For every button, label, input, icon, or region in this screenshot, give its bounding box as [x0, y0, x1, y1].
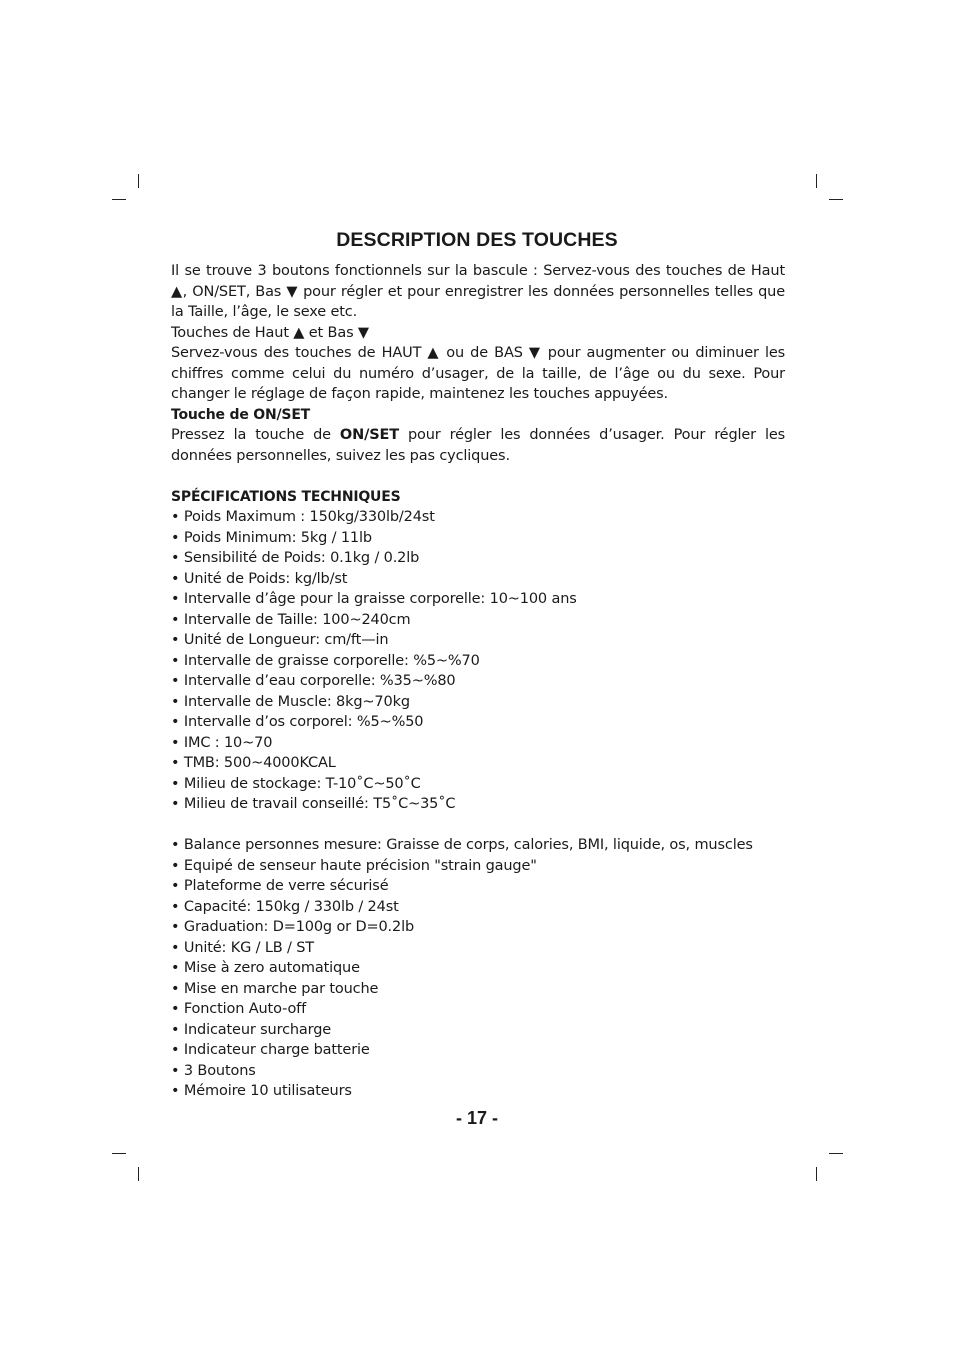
onset-paragraph — [171, 425, 785, 466]
updown-paragraph: Servez-vous des touches de HAUT ▲ ou de BAS ▼ pour augmenter ou diminuer les chiffres comme celui du numéro d’usager, de la taille, de l’âge ou du sexe. Pour changer le réglage de façon rapide, maintenez les touches appuyées. — [171, 345, 785, 402]
list-item: • Poids Minimum: 5kg / 11lb — [171, 529, 372, 546]
list-item: • Equipé de senseur haute précision "strain gauge" — [171, 857, 537, 874]
list-item: • Milieu de stockage: T-10˚C~50˚C — [171, 775, 421, 792]
list-item: • Unité: KG / LB / ST — [171, 939, 314, 956]
list-item: • Intervalle d’âge pour la graisse corporelle: 10~100 ans — [171, 591, 577, 607]
crop-mark-top-left-horizontal — [112, 199, 126, 200]
spacer — [171, 815, 785, 836]
list-item: • Mise en marche par touche — [171, 980, 379, 997]
list-item: • Plateforme de verre sécurisé — [171, 878, 389, 894]
page-title: DESCRIPTION DES TOUCHES — [336, 229, 618, 251]
list-item: • Intervalle de Taille: 100~240cm — [171, 611, 411, 628]
onset-text-after: pour régler les données d’usager. Pour régler les données personnelles, suivez les pas cycliques. — [171, 427, 785, 464]
list-item: • Fonction Auto-off — [171, 1001, 307, 1017]
crop-mark-bottom-right-vertical — [816, 1167, 817, 1181]
list-item: • Indicateur charge batterie — [171, 1042, 370, 1058]
list-item: • Mise à zero automatique — [171, 960, 360, 976]
crop-mark-top-right-vertical — [816, 174, 817, 188]
onset-text-bold: ON/SET — [339, 427, 400, 443]
list-item: • Capacité: 150kg / 330lb / 24st — [171, 898, 399, 915]
onset-heading: Touche de ON/SET — [171, 406, 311, 423]
updown-heading: Touches de Haut ▲ et Bas ▼ — [171, 324, 369, 341]
specs-list — [171, 507, 785, 815]
page-content — [171, 261, 785, 1102]
list-item: • Milieu de travail conseillé: T5˚C~35˚C — [171, 796, 456, 812]
list-item: • Intervalle de graisse corporelle: %5~%70 — [171, 652, 480, 669]
crop-mark-bottom-left-vertical — [138, 1167, 139, 1181]
list-item: • Indicateur surcharge — [171, 1021, 332, 1038]
onset-text-before: Pressez la touche de — [171, 427, 340, 443]
specs-heading: SPÉCIFICATIONS TECHNIQUES — [171, 488, 401, 505]
list-item: • Sensibilité de Poids: 0.1kg / 0.2lb — [171, 550, 420, 566]
list-item: • 3 Boutons — [171, 1062, 256, 1079]
page-number: - 17 - — [455, 1108, 498, 1128]
list-item: • Poids Maximum : 150kg/330lb/24st — [171, 509, 435, 525]
list-item: • Unité de Longueur: cm/ft—in — [171, 632, 389, 648]
crop-mark-top-left-vertical — [138, 174, 139, 188]
list-item: • Intervalle d’eau corporelle: %35~%80 — [171, 673, 456, 689]
list-item: • Balance personnes mesure: Graisse de corps, calories, BMI, liquide, os, muscles — [171, 837, 753, 853]
list-item: • Intervalle de Muscle: 8kg~70kg — [171, 693, 410, 710]
features-list — [171, 835, 785, 1102]
list-item: • Intervalle d’os corporel: %5~%50 — [171, 714, 424, 730]
crop-mark-top-right-horizontal — [829, 199, 843, 200]
intro-paragraph: Il se trouve 3 boutons fonctionnels sur la bascule : Servez-vous des touches de Haut ▲, ON/SET, Bas ▼ pour régler et pour enregistrer les données personnelles telles que la Taille, l’âge, le sexe etc. — [171, 263, 785, 320]
list-item: • Graduation: D=100g or D=0.2lb — [171, 919, 414, 935]
list-item: • TMB: 500~4000KCAL — [171, 755, 336, 771]
spacer — [171, 466, 785, 487]
list-item: • IMC : 10~70 — [171, 734, 273, 751]
list-item: • Unité de Poids: kg/lb/st — [171, 570, 348, 587]
list-item: • Mémoire 10 utilisateurs — [171, 1083, 352, 1099]
crop-mark-bottom-left-horizontal — [112, 1153, 126, 1154]
crop-mark-bottom-right-horizontal — [829, 1153, 843, 1154]
